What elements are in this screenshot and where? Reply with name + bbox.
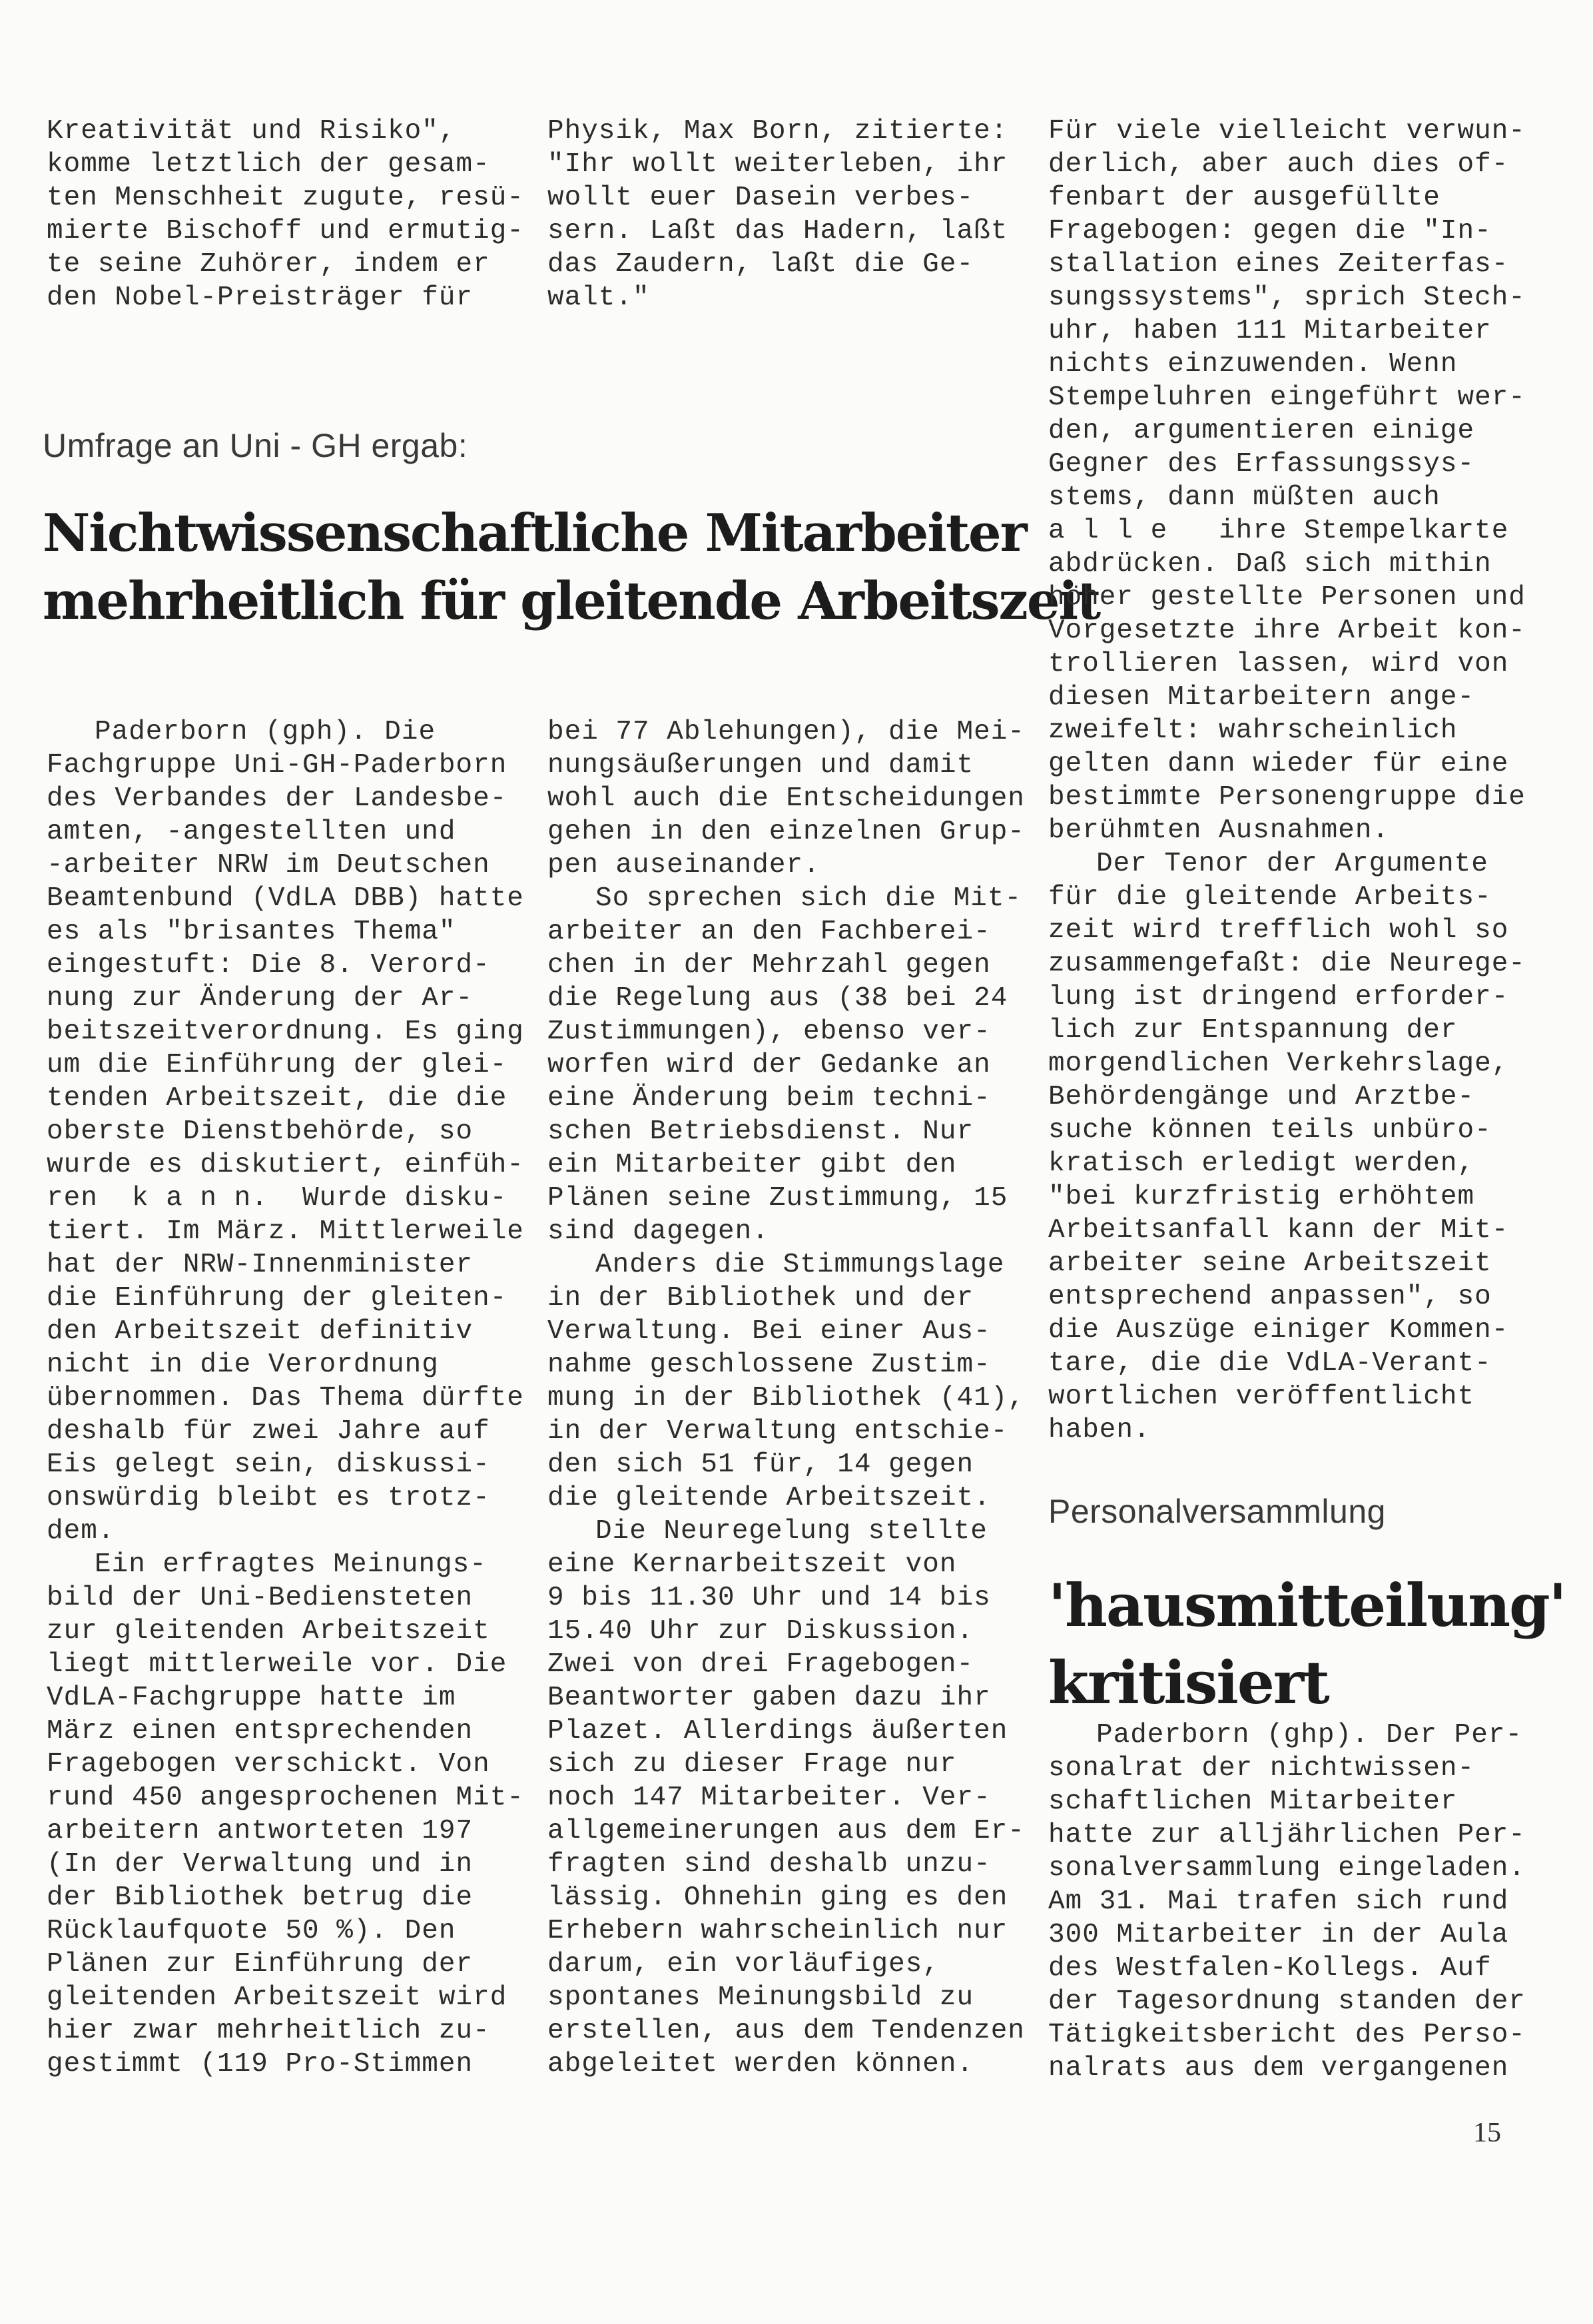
text-line: suche können teils unbüro-: [1048, 1115, 1492, 1146]
text-line: lung ist dringend erforder-: [1048, 982, 1509, 1012]
text-line: berühmten Ausnahmen.: [1048, 815, 1390, 846]
text-line: morgendlichen Verkehrslage,: [1048, 1048, 1509, 1079]
text-line: beitszeitverordnung. Es ging: [47, 1016, 524, 1047]
text-line: in der Bibliothek und der: [547, 1283, 974, 1314]
text-line: VdLA-Fachgruppe hatte im: [47, 1683, 456, 1713]
text-line: gehen in den einzelnen Grup-: [547, 817, 1025, 847]
text-line: wollt euer Dasein verbes-: [547, 183, 974, 213]
side-body: [1048, 1719, 1526, 2085]
text-line: des Westfalen-Kollegs. Auf: [1048, 1953, 1492, 1984]
text-line: Paderborn (gph). Die: [95, 717, 436, 747]
text-line: mierte Bischoff und ermutig-: [47, 216, 524, 246]
text-line: übernommen. Das Thema dürfte: [47, 1383, 524, 1413]
text-line: hat der NRW-Innenminister: [47, 1250, 474, 1280]
main-kicker: Umfrage an Uni - GH ergab:: [43, 427, 468, 464]
page-number: 15: [1473, 2118, 1501, 2148]
text-line: Verwaltung. Bei einer Aus-: [547, 1316, 991, 1347]
text-line: (In der Verwaltung und in: [47, 1849, 474, 1880]
text-line: ten Menschheit zugute, resü-: [47, 183, 524, 213]
text-line: Paderborn (ghp). Der Per-: [1096, 1720, 1523, 1750]
text-line: den Nobel-Preisträger für: [47, 282, 474, 313]
text-line: So sprechen sich die Mit-: [595, 883, 1022, 914]
text-line: Fachgruppe Uni-GH-Paderborn: [47, 750, 507, 781]
text-line: oberste Dienstbehörde, so: [47, 1116, 474, 1147]
text-line: deshalb für zwei Jahre auf: [47, 1416, 490, 1447]
text-line: die Regelung aus (38 bei 24: [547, 983, 1008, 1014]
text-line: Plänen zur Einführung der: [47, 1949, 474, 1980]
text-line: walt.": [547, 282, 650, 313]
text-line: mung in der Bibliothek (41),: [547, 1383, 1025, 1413]
text-line: es als "brisantes Thema": [47, 917, 456, 947]
text-line: Fragebogen verschickt. Von: [47, 1749, 490, 1780]
text-line: höher gestellte Personen und: [1048, 582, 1526, 613]
top-column-1: [47, 115, 524, 314]
text-line: um die Einführung der glei-: [47, 1050, 507, 1080]
text-line: Die Neuregelung stellte: [595, 1516, 988, 1547]
text-line: 9 bis 11.30 Uhr und 14 bis: [547, 1583, 991, 1613]
text-line: Eis gelegt sein, diskussi-: [47, 1449, 490, 1480]
text-line: fragten sind deshalb unzu-: [547, 1849, 991, 1880]
main-headline: [43, 500, 1100, 635]
text-line: amten, -angestellten und: [47, 817, 456, 847]
main-column-3: [1048, 115, 1526, 1447]
text-line: erstellen, aus dem Tendenzen: [547, 2016, 1025, 2046]
text-line: bestimmte Personengruppe die: [1048, 782, 1526, 813]
text-line: wortlichen veröffentlicht: [1048, 1381, 1475, 1412]
text-line: Plazet. Allerdings äußerten: [547, 1716, 1008, 1746]
text-line: pen auseinander.: [547, 850, 820, 881]
text-line: "Ihr wollt weiterleben, ihr: [547, 149, 1008, 180]
top-column-2: [547, 115, 1008, 314]
text-line: zur gleitenden Arbeitszeit: [47, 1616, 490, 1647]
text-line: Plänen seine Zustimmung, 15: [547, 1183, 1008, 1214]
text-line: ein Mitarbeiter gibt den: [547, 1150, 957, 1180]
text-line: arbeitern antworteten 197: [47, 1816, 474, 1846]
text-line: Arbeitsanfall kann der Mit-: [1048, 1215, 1509, 1246]
text-line: onswürdig bleibt es trotz-: [47, 1483, 490, 1513]
text-line: wohl auch die Entscheidungen: [547, 783, 1025, 814]
text-line: a l l e ihre Stempelkarte: [1048, 516, 1509, 546]
text-line: Stempeluhren eingeführt wer-: [1048, 382, 1526, 413]
text-line: sungssystems", sprich Stech-: [1048, 282, 1526, 313]
text-line: die Auszüge einiger Kommen-: [1048, 1315, 1509, 1346]
text-line: in der Verwaltung entschie-: [547, 1416, 1008, 1447]
text-line: Zwei von drei Fragebogen-: [547, 1649, 974, 1680]
text-line: dem.: [47, 1516, 115, 1547]
main-column-1: [47, 715, 524, 2081]
text-line: nungsäußerungen und damit: [547, 750, 974, 781]
text-line: sonalrat der nichtwissen-: [1048, 1753, 1475, 1784]
text-line: nalrats aus dem vergangenen: [1048, 2053, 1509, 2084]
text-line: stallation eines Zeiterfas-: [1048, 249, 1509, 280]
text-line: Fragebogen: gegen die "In-: [1048, 216, 1492, 246]
text-line: den Arbeitszeit definitiv: [47, 1316, 474, 1347]
text-line: kratisch erledigt werden,: [1048, 1148, 1475, 1179]
text-line: den sich 51 für, 14 gegen: [547, 1449, 974, 1480]
text-line: Am 31. Mai trafen sich rund: [1048, 1886, 1509, 1917]
text-line: spontanes Meinungsbild zu: [547, 1982, 974, 2013]
text-line: rund 450 angesprochenen Mit-: [47, 1782, 524, 1813]
text-line: zweifelt: wahrscheinlich: [1048, 715, 1458, 746]
text-line: März einen entsprechenden: [47, 1716, 474, 1746]
text-line: tenden Arbeitszeit, die die: [47, 1083, 507, 1114]
text-line: wurde es diskutiert, einfüh-: [47, 1150, 524, 1180]
text-line: der Bibliothek betrug die: [47, 1882, 474, 1913]
text-line: sern. Laßt das Hadern, laßt: [547, 216, 1008, 246]
text-line: derlich, aber auch dies of-: [1048, 149, 1509, 180]
text-line: haben.: [1048, 1415, 1151, 1445]
text-line: der Tagesordnung standen der: [1048, 1986, 1526, 2017]
text-line: Der Tenor der Argumente: [1096, 849, 1488, 879]
text-line: zeit wird trefflich wohl so: [1048, 915, 1509, 946]
text-line: sonalversammlung eingeladen.: [1048, 1853, 1526, 1884]
text-line: diesen Mitarbeitern ange-: [1048, 682, 1475, 713]
text-line: Zustimmungen), ebenso ver-: [547, 1016, 991, 1047]
text-line: nichts einzuwenden. Wenn: [1048, 349, 1458, 380]
text-line: "bei kurzfristig erhöhtem: [1048, 1182, 1475, 1212]
text-line: eine Änderung beim techni-: [547, 1083, 991, 1114]
text-line: noch 147 Mitarbeiter. Ver-: [547, 1782, 991, 1813]
text-line: Ein erfragtes Meinungs-: [95, 1549, 487, 1580]
text-line: liegt mittlerweile vor. Die: [47, 1649, 507, 1680]
text-line: te seine Zuhörer, indem er: [47, 249, 490, 280]
text-line: darum, ein vorläufiges,: [547, 1949, 940, 1980]
text-line: schaftlichen Mitarbeiter: [1048, 1786, 1458, 1817]
text-line: -arbeiter NRW im Deutschen: [47, 850, 490, 881]
text-line: allgemeinerungen aus dem Er-: [547, 1816, 1025, 1846]
text-line: Kreativität und Risiko",: [47, 116, 456, 147]
text-line: fenbart der ausgefüllte: [1048, 183, 1440, 213]
text-line: abgeleitet werden können.: [547, 2049, 974, 2080]
text-line: bei 77 Ablehungen), die Mei-: [547, 717, 1025, 747]
text-line: Für viele vielleicht verwun-: [1048, 116, 1526, 147]
text-line: Rücklaufquote 50 %). Den: [47, 1916, 456, 1946]
text-line: Beantworter gaben dazu ihr: [547, 1683, 991, 1713]
main-headline-line-2: mehrheitlich für gleitende Arbeitszeit: [43, 571, 1100, 631]
side-kicker: Personalversammlung: [1048, 1493, 1386, 1530]
side-headline-line-1: 'hausmitteilung': [1048, 1571, 1566, 1640]
text-line: sind dagegen.: [547, 1216, 769, 1247]
text-line: nicht in die Verordnung: [47, 1350, 439, 1380]
text-line: trollieren lassen, wird von: [1048, 649, 1509, 679]
side-headline: [1048, 1567, 1566, 1721]
text-line: Tätigkeitsbericht des Perso-: [1048, 2020, 1526, 2050]
text-line: Physik, Max Born, zitierte:: [547, 116, 1008, 147]
text-line: gestimmt (119 Pro-Stimmen: [47, 2049, 474, 2080]
text-line: den, argumentieren einige: [1048, 416, 1475, 446]
text-line: schen Betriebsdienst. Nur: [547, 1116, 974, 1147]
text-line: hier zwar mehrheitlich zu-: [47, 2016, 490, 2046]
text-line: arbeiter seine Arbeitszeit: [1048, 1248, 1492, 1279]
text-line: 300 Mitarbeiter in der Aula: [1048, 1920, 1509, 1950]
text-line: nahme geschlossene Zustim-: [547, 1350, 991, 1380]
text-line: eingestuft: Die 8. Verord-: [47, 950, 490, 980]
text-line: die Einführung der gleiten-: [47, 1283, 507, 1314]
text-line: Erhebern wahrscheinlich nur: [547, 1916, 1008, 1946]
main-headline-line-1: Nichtwissenschaftliche Mitarbeiter: [43, 503, 1026, 564]
text-line: des Verbandes der Landesbe-: [47, 783, 507, 814]
text-line: tare, die die VdLA-Verant-: [1048, 1348, 1492, 1379]
text-line: Vorgesetzte ihre Arbeit kon-: [1048, 615, 1526, 646]
side-headline-line-2: kritisiert: [1048, 1648, 1329, 1717]
text-line: entsprechend anpassen", so: [1048, 1282, 1492, 1312]
text-line: 15.40 Uhr zur Diskussion.: [547, 1616, 974, 1647]
text-line: für die gleitende Arbeits-: [1048, 882, 1492, 913]
text-line: ren k a n n. Wurde disku-: [47, 1183, 507, 1214]
text-line: bild der Uni-Bediensteten: [47, 1583, 474, 1613]
text-line: Behördengänge und Arztbe-: [1048, 1082, 1475, 1112]
text-line: komme letztlich der gesam-: [47, 149, 490, 180]
main-column-2: [547, 715, 1025, 2081]
text-line: worfen wird der Gedanke an: [547, 1050, 991, 1080]
text-line: tiert. Im März. Mittlerweile: [47, 1216, 524, 1247]
text-line: gleitenden Arbeitszeit wird: [47, 1982, 507, 2013]
text-line: hatte zur alljährlichen Per-: [1048, 1820, 1526, 1850]
text-line: Anders die Stimmungslage: [595, 1250, 1005, 1280]
text-line: sich zu dieser Frage nur: [547, 1749, 957, 1780]
text-line: das Zaudern, laßt die Ge-: [547, 249, 974, 280]
text-line: arbeiter an den Fachberei-: [547, 917, 991, 947]
text-line: die gleitende Arbeitszeit.: [547, 1483, 991, 1513]
text-line: lässig. Ohnehin ging es den: [547, 1882, 1008, 1913]
text-line: eine Kernarbeitszeit von: [547, 1549, 957, 1580]
text-line: Gegner des Erfassungssys-: [1048, 449, 1475, 480]
text-line: uhr, haben 111 Mitarbeiter: [1048, 316, 1492, 346]
text-line: gelten dann wieder für eine: [1048, 749, 1509, 779]
text-line: chen in der Mehrzahl gegen: [547, 950, 991, 980]
text-line: stems, dann müßten auch: [1048, 482, 1440, 513]
text-line: nung zur Änderung der Ar-: [47, 983, 474, 1014]
text-line: lich zur Entspannung der: [1048, 1015, 1458, 1046]
text-line: zusammengefaßt: die Neurege-: [1048, 949, 1526, 979]
text-line: Beamtenbund (VdLA DBB) hatte: [47, 883, 524, 914]
text-line: abdrücken. Daß sich mithin: [1048, 549, 1492, 580]
